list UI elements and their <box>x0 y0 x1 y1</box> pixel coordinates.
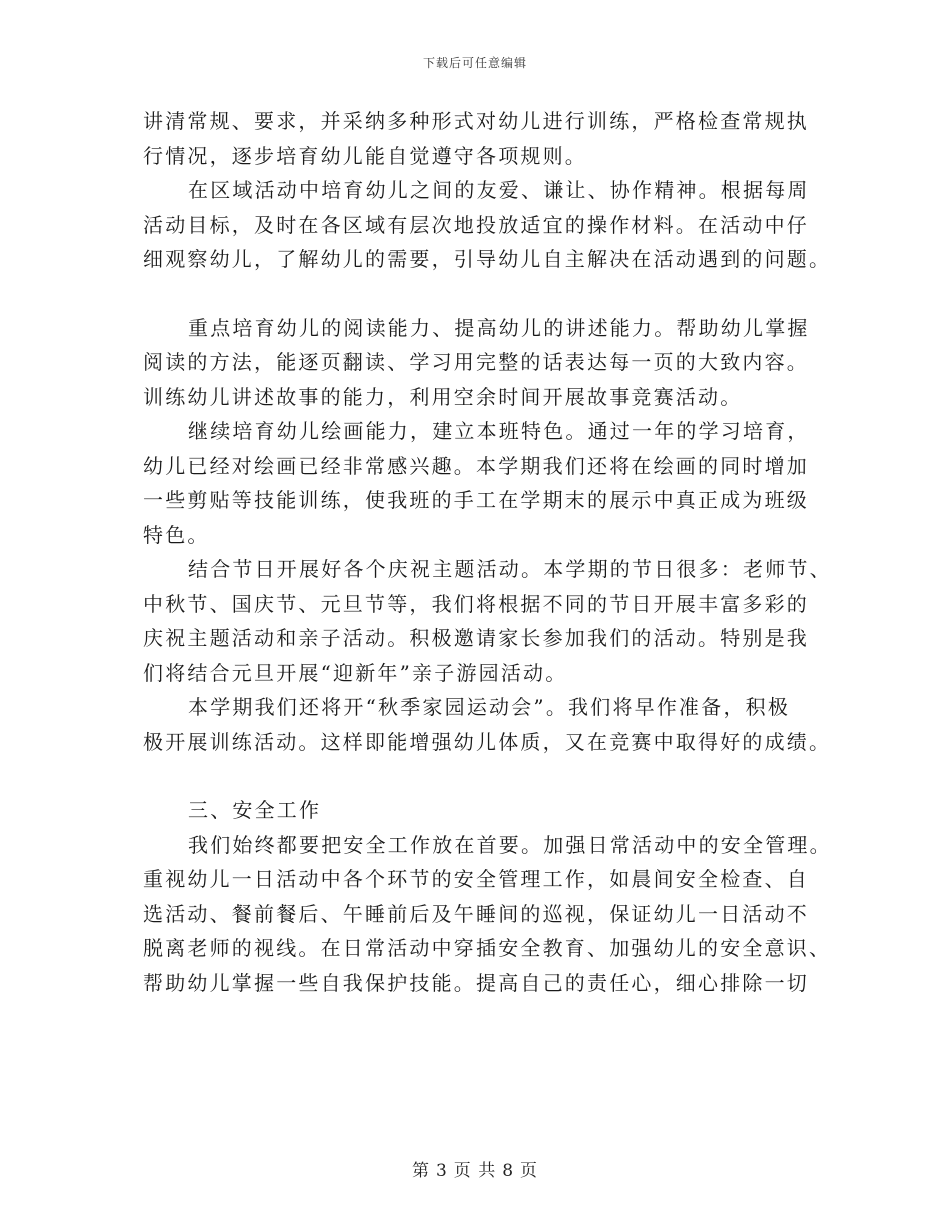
text-line: 一些剪贴等技能训练，使我班的手工在学期末的展示中真正成为班级 <box>143 488 809 512</box>
text-line: 阅读的方法，能逐页翻读、学习用完整的话表达每一页的大致内容。 <box>143 350 809 374</box>
text-line: 训练幼儿讲述故事的能力，利用空余时间开展故事竞赛活动。 <box>143 384 743 409</box>
text-line: 中秋节、国庆节、元旦节等，我们将根据不同的节日开展丰富多彩的 <box>143 591 809 616</box>
total-pages-number: 8 <box>502 1161 515 1181</box>
text-line: 本学期我们还将开“秋季家园运动会”。我们将早作准备，积极 <box>188 695 791 719</box>
text-line: 庆祝主题活动和亲子活动。积极邀请家长参加我们的活动。特别是我 <box>143 626 809 650</box>
text-line: 幼儿已经对绘画已经非常感兴趣。本学期我们还将在绘画的同时增加 <box>143 453 809 478</box>
text-line: 们将结合元旦开展“迎新年”亲子游园活动。 <box>143 660 568 685</box>
footer-middle: 页 共 <box>453 1161 497 1181</box>
text-line: 讲清常规、要求，并采纳多种形式对幼儿进行训练，严格检查常规执 <box>143 109 809 133</box>
header-note: 下载后可任意编辑 <box>422 56 527 70</box>
text-line: 脱离老师的视线。在日常活动中穿插安全教育、加强幼儿的安全意识、 <box>143 936 832 960</box>
footer-prefix: 第 <box>411 1161 430 1181</box>
page-footer <box>0 1156 950 1181</box>
text-line: 选活动、餐前餐后、午睡前后及午睡间的巡视，保证幼儿一日活动不 <box>143 901 809 926</box>
text-line: 极开展训练活动。这样即能增强幼儿体质，又在竞赛中取得好的成绩。 <box>143 729 832 754</box>
current-page-number: 3 <box>435 1161 448 1181</box>
section-heading: 三、安全工作 <box>188 798 322 822</box>
paragraph-gap <box>143 759 813 793</box>
text-line: 特色。 <box>143 522 210 547</box>
text-line: 重视幼儿一日活动中各个环节的安全管理工作，如晨间安全检查、自 <box>143 867 809 891</box>
text-line: 重点培育幼儿的阅读能力、提高幼儿的讲述能力。帮助幼儿掌握 <box>188 315 810 340</box>
text-line: 结合节日开展好各个庆祝主题活动。本学期的节日很多：老师节、 <box>188 557 832 581</box>
text-line: 帮助幼儿掌握一些自我保护技能。提高自己的责任心，细心排除一切 <box>143 970 809 995</box>
paragraph-gap <box>143 277 813 311</box>
document-body <box>143 104 832 1000</box>
text-line: 活动目标，及时在各区域有层次地投放适宜的操作材料。在活动中仔 <box>143 212 809 237</box>
text-line: 细观察幼儿，了解幼儿的需要，引导幼儿自主解决在活动遇到的问题。 <box>143 247 832 271</box>
text-line: 继续培育幼儿绘画能力，建立本班特色。通过一年的学习培育， <box>188 419 810 443</box>
footer-suffix: 页 <box>520 1161 539 1181</box>
text-line: 在区域活动中培育幼儿之间的友爱、谦让、协作精神。根据每周 <box>188 178 810 202</box>
text-line: 行情况，逐步培育幼儿能自觉遵守各项规则。 <box>143 143 587 168</box>
text-line: 我们始终都要把安全工作放在首要。加强日常活动中的安全管理。 <box>188 832 832 857</box>
